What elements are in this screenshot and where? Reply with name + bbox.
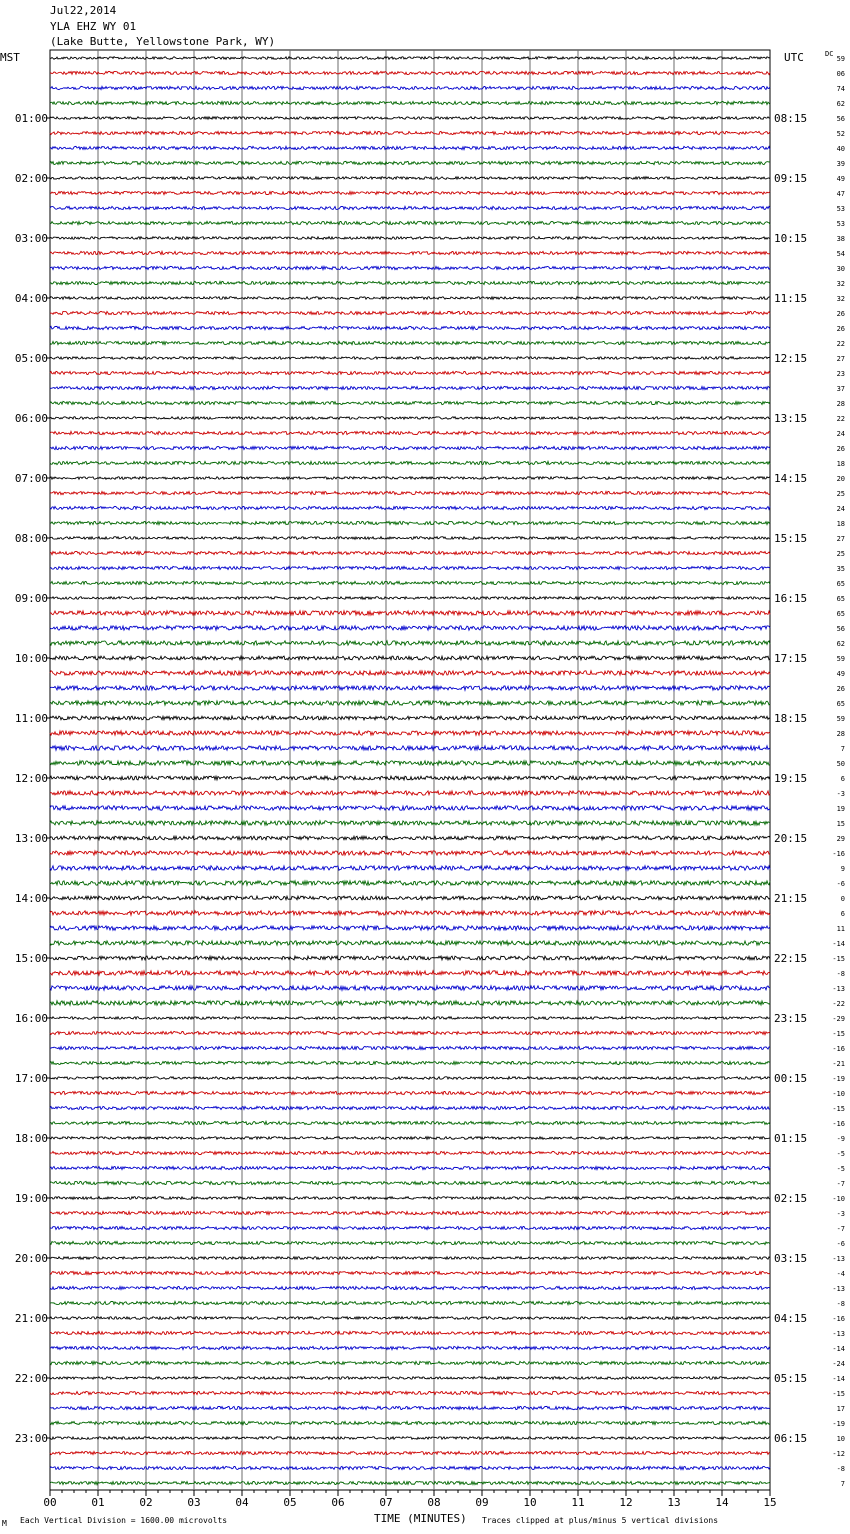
dc-offset-label: 22 <box>836 340 845 348</box>
seismic-trace <box>50 581 770 584</box>
left-hour-label: 17:00 <box>14 1072 48 1085</box>
dc-offset-label: -29 <box>832 1015 845 1023</box>
seismic-trace <box>50 371 770 374</box>
dc-offset-label: 28 <box>836 730 845 738</box>
seismic-trace <box>50 86 770 89</box>
dc-offset-label: 53 <box>836 220 845 228</box>
dc-offset-label: -16 <box>832 1120 845 1128</box>
dc-offset-label: 17 <box>836 1405 845 1413</box>
left-hour-label: 03:00 <box>14 232 48 245</box>
dc-offset-label: -15 <box>832 1030 845 1038</box>
seismic-trace <box>50 1317 770 1320</box>
seismic-trace <box>50 161 770 164</box>
dc-offset-label: 62 <box>836 100 845 108</box>
left-hour-label: 20:00 <box>14 1252 48 1265</box>
dc-offset-label: 47 <box>836 190 845 198</box>
dc-offset-label: -8 <box>836 1300 845 1308</box>
right-hour-label: 06:15 <box>774 1432 808 1445</box>
left-hour-label: 18:00 <box>14 1132 48 1145</box>
right-hour-label: 23:15 <box>774 1012 808 1025</box>
left-hour-label: 13:00 <box>14 832 48 845</box>
x-axis-title: TIME (MINUTES) <box>374 1512 467 1525</box>
station-code: YLA EHZ WY 01 <box>50 20 137 33</box>
dc-offset-label: -7 <box>836 1180 845 1188</box>
dc-offset-label: -3 <box>836 790 845 798</box>
dc-label: DC <box>825 50 834 58</box>
x-tick-label: 02 <box>139 1496 153 1509</box>
seismic-trace <box>50 896 770 900</box>
dc-offset-label: 19 <box>836 805 845 813</box>
dc-offset-label: 0 <box>840 895 845 903</box>
left-hour-label: 12:00 <box>14 772 48 785</box>
seismic-trace <box>50 1046 770 1049</box>
left-hour-label: 11:00 <box>14 712 48 725</box>
seismic-trace <box>50 671 770 675</box>
dc-offset-label: 49 <box>836 175 845 183</box>
seismic-trace <box>50 566 770 569</box>
dc-offset-label: 7 <box>840 745 845 753</box>
dc-offset-label: 10 <box>836 1435 845 1443</box>
dc-offset-label: 24 <box>836 430 845 438</box>
seismic-trace <box>50 117 770 120</box>
seismic-trace <box>50 851 770 855</box>
dc-offset-label: 59 <box>836 715 845 723</box>
seismic-trace <box>50 731 770 735</box>
dc-offset-label: -13 <box>832 985 845 993</box>
seismic-trace <box>50 477 770 480</box>
dc-offset-label: 15 <box>836 820 845 828</box>
seismic-trace <box>50 956 770 960</box>
seismic-trace <box>50 1197 770 1200</box>
seismic-trace <box>50 746 770 750</box>
seismic-trace <box>50 1137 770 1140</box>
seismic-trace <box>50 986 770 990</box>
seismic-trace <box>50 297 770 300</box>
seismic-trace <box>50 221 770 224</box>
dc-offset-label: 26 <box>836 685 845 693</box>
left-axis-label: MST <box>0 51 20 64</box>
seismic-trace <box>50 641 770 645</box>
left-hour-label: 08:00 <box>14 532 48 545</box>
dc-offset-label: 49 <box>836 670 845 678</box>
seismic-trace <box>50 866 770 870</box>
seismic-trace <box>50 1466 770 1469</box>
seismic-trace <box>50 1257 770 1260</box>
dc-offset-label: -21 <box>832 1060 845 1068</box>
seismic-trace <box>50 311 770 314</box>
seismic-trace <box>50 237 770 240</box>
right-hour-label: 13:15 <box>774 412 808 425</box>
dc-offset-label: 32 <box>836 280 845 288</box>
seismic-trace <box>50 206 770 209</box>
dc-offset-label: -6 <box>836 1240 845 1248</box>
dc-offset-label: -3 <box>836 1210 845 1218</box>
seismic-trace <box>50 101 770 104</box>
dc-offset-label: 18 <box>836 520 845 528</box>
left-hour-label: 06:00 <box>14 412 48 425</box>
dc-offset-label: -13 <box>832 1285 845 1293</box>
seismic-trace <box>50 1286 770 1289</box>
x-tick-label: 08 <box>427 1496 441 1509</box>
dc-offset-label: 54 <box>836 250 845 258</box>
dc-offset-label: -15 <box>832 1105 845 1113</box>
x-tick-label: 07 <box>379 1496 393 1509</box>
seismic-trace <box>50 1331 770 1334</box>
dc-offset-label: 40 <box>836 145 845 153</box>
dc-offset-label: -10 <box>832 1195 845 1203</box>
dc-offset-label: 9 <box>840 865 845 873</box>
right-hour-label: 20:15 <box>774 832 808 845</box>
left-hour-label: 01:00 <box>14 112 48 125</box>
right-hour-label: 10:15 <box>774 232 808 245</box>
x-tick-label: 00 <box>43 1496 57 1509</box>
clip-note: Traces clipped at plus/minus 5 vertical divisions <box>482 1516 719 1525</box>
dc-offset-label: 32 <box>836 295 845 303</box>
dc-offset-label: -8 <box>836 1465 845 1473</box>
seismic-trace <box>50 1091 770 1094</box>
seismic-trace <box>50 686 770 690</box>
right-hour-label: 02:15 <box>774 1192 808 1205</box>
seismic-trace <box>50 1451 770 1454</box>
left-hour-label: 14:00 <box>14 892 48 905</box>
seismic-trace <box>50 251 770 254</box>
dc-offset-label: 59 <box>836 55 845 63</box>
dc-offset-label: 26 <box>836 325 845 333</box>
seismic-trace <box>50 941 770 945</box>
seismic-trace <box>50 806 770 810</box>
dc-offset-label: -8 <box>836 970 845 978</box>
left-hour-label: 16:00 <box>14 1012 48 1025</box>
dc-offset-label: -14 <box>832 1375 845 1383</box>
right-hour-label: 19:15 <box>774 772 808 785</box>
left-hour-label: 07:00 <box>14 472 48 485</box>
dc-offset-label: -16 <box>832 1315 845 1323</box>
right-hour-label: 12:15 <box>774 352 808 365</box>
left-hour-label: 23:00 <box>14 1432 48 1445</box>
dc-offset-label: 35 <box>836 565 845 573</box>
seismic-trace <box>50 1121 770 1124</box>
seismic-trace <box>50 191 770 194</box>
seismic-trace <box>50 131 770 134</box>
seismic-trace <box>50 521 770 524</box>
seismic-trace <box>50 1481 770 1484</box>
dc-offset-label: -10 <box>832 1090 845 1098</box>
left-hour-label: 02:00 <box>14 172 48 185</box>
station-location: (Lake Butte, Yellowstone Park, WY) <box>50 35 276 48</box>
seismic-trace <box>50 971 770 975</box>
dc-offset-label: -22 <box>832 1000 845 1008</box>
dc-offset-label: 25 <box>836 550 845 558</box>
seismic-trace <box>50 341 770 344</box>
left-hour-label: 10:00 <box>14 652 48 665</box>
right-hour-label: 18:15 <box>774 712 808 725</box>
right-hour-label: 21:15 <box>774 892 808 905</box>
x-tick-label: 03 <box>187 1496 201 1509</box>
scale-note: Each Vertical Division = 1600.00 microvolts <box>20 1516 228 1525</box>
x-tick-label: 06 <box>331 1496 345 1509</box>
seismic-trace <box>50 701 770 705</box>
left-hour-label: 05:00 <box>14 352 48 365</box>
dc-offset-label: -19 <box>832 1075 845 1083</box>
seismic-trace <box>50 417 770 420</box>
seismic-trace <box>50 716 770 720</box>
seismic-trace <box>50 1271 770 1274</box>
seismic-trace <box>50 926 770 930</box>
dc-offset-label: -9 <box>836 1135 845 1143</box>
dc-offset-label: -14 <box>832 940 845 948</box>
dc-offset-label: 20 <box>836 475 845 483</box>
right-hour-label: 00:15 <box>774 1072 808 1085</box>
dc-offset-label: 11 <box>836 925 845 933</box>
seismic-trace <box>50 431 770 434</box>
seismic-trace <box>50 1181 770 1184</box>
seismic-trace <box>50 1391 770 1394</box>
left-hour-label: 09:00 <box>14 592 48 605</box>
dc-offset-label: 65 <box>836 700 845 708</box>
dc-offset-label: -6 <box>836 880 845 888</box>
right-hour-label: 05:15 <box>774 1372 808 1385</box>
seismic-trace <box>50 1437 770 1440</box>
right-hour-label: 17:15 <box>774 652 808 665</box>
dc-offset-label: 30 <box>836 265 845 273</box>
seismic-trace <box>50 1226 770 1229</box>
seismic-trace <box>50 266 770 269</box>
seismic-trace <box>50 821 770 825</box>
dc-offset-label: 26 <box>836 310 845 318</box>
dc-offset-label: -4 <box>836 1270 845 1278</box>
dc-offset-label: 7 <box>840 1480 845 1488</box>
x-tick-label: 11 <box>571 1496 585 1509</box>
dc-offset-label: 6 <box>840 910 845 918</box>
dc-offset-label: 65 <box>836 580 845 588</box>
seismic-trace <box>50 1077 770 1080</box>
dc-offset-label: -15 <box>832 1390 845 1398</box>
seismic-trace <box>50 461 770 464</box>
dc-offset-label: 25 <box>836 490 845 498</box>
seismic-trace <box>50 1166 770 1169</box>
dc-offset-label: 28 <box>836 400 845 408</box>
right-hour-label: 11:15 <box>774 292 808 305</box>
record-date: Jul22,2014 <box>50 4 117 17</box>
seismic-trace <box>50 506 770 509</box>
dc-offset-label: 22 <box>836 415 845 423</box>
left-hour-label: 21:00 <box>14 1312 48 1325</box>
seismic-trace <box>50 1031 770 1034</box>
right-hour-label: 04:15 <box>774 1312 808 1325</box>
dc-offset-label: 06 <box>836 70 845 78</box>
dc-offset-label: 56 <box>836 115 845 123</box>
dc-offset-label: -5 <box>836 1165 845 1173</box>
seismic-trace <box>50 611 770 615</box>
x-tick-label: 04 <box>235 1496 249 1509</box>
seismic-trace <box>50 401 770 404</box>
seismic-trace <box>50 1017 770 1020</box>
dc-offset-label: 74 <box>836 85 845 93</box>
dc-offset-label: 50 <box>836 760 845 768</box>
right-hour-label: 15:15 <box>774 532 808 545</box>
dc-offset-label: -5 <box>836 1150 845 1158</box>
x-tick-label: 14 <box>715 1496 729 1509</box>
seismic-trace <box>50 1377 770 1380</box>
seismic-trace <box>50 791 770 795</box>
seismic-trace <box>50 177 770 180</box>
seismic-trace <box>50 836 770 840</box>
dc-offset-label: 26 <box>836 445 845 453</box>
right-hour-label: 14:15 <box>774 472 808 485</box>
corner-mark: M <box>2 1519 7 1528</box>
dc-offset-label: 65 <box>836 610 845 618</box>
seismic-trace <box>50 1211 770 1214</box>
dc-offset-label: -15 <box>832 955 845 963</box>
right-hour-label: 01:15 <box>774 1132 808 1145</box>
seismic-trace <box>50 911 770 915</box>
dc-offset-label: -13 <box>832 1255 845 1263</box>
left-hour-label: 04:00 <box>14 292 48 305</box>
seismic-trace <box>50 357 770 360</box>
dc-offset-label: 59 <box>836 655 845 663</box>
seismic-trace <box>50 1406 770 1409</box>
x-tick-label: 10 <box>523 1496 537 1509</box>
dc-offset-label: 53 <box>836 205 845 213</box>
right-hour-label: 08:15 <box>774 112 808 125</box>
dc-offset-label: 38 <box>836 235 845 243</box>
seismic-trace <box>50 146 770 149</box>
dc-offset-label: -19 <box>832 1420 845 1428</box>
dc-offset-label: -13 <box>832 1330 845 1338</box>
seismic-trace <box>50 881 770 885</box>
seismic-trace <box>50 446 770 449</box>
seismic-trace <box>50 1061 770 1064</box>
x-tick-label: 15 <box>763 1496 777 1509</box>
dc-offset-label: 27 <box>836 535 845 543</box>
seismic-trace <box>50 281 770 284</box>
dc-offset-label: 56 <box>836 625 845 633</box>
seismic-trace <box>50 1301 770 1304</box>
dc-offset-label: 39 <box>836 160 845 168</box>
seismic-trace <box>50 1151 770 1154</box>
seismic-trace <box>50 656 770 660</box>
dc-offset-label: 37 <box>836 385 845 393</box>
right-hour-label: 03:15 <box>774 1252 808 1265</box>
seismic-trace <box>50 1421 770 1424</box>
seismic-trace <box>50 71 770 74</box>
left-hour-label: 19:00 <box>14 1192 48 1205</box>
seismic-trace <box>50 761 770 765</box>
dc-offset-label: 24 <box>836 505 845 513</box>
dc-offset-label: 27 <box>836 355 845 363</box>
left-hour-label: 15:00 <box>14 952 48 965</box>
x-tick-label: 13 <box>667 1496 681 1509</box>
dc-offset-label: -16 <box>832 1045 845 1053</box>
x-tick-label: 12 <box>619 1496 633 1509</box>
x-tick-label: 01 <box>91 1496 105 1509</box>
dc-offset-label: 18 <box>836 460 845 468</box>
right-hour-label: 22:15 <box>774 952 808 965</box>
dc-offset-label: -16 <box>832 850 845 858</box>
dc-offset-label: -14 <box>832 1345 845 1353</box>
seismic-trace <box>50 551 770 554</box>
dc-offset-label: -24 <box>832 1360 845 1368</box>
dc-offset-label: -12 <box>832 1450 845 1458</box>
seismic-trace <box>50 1001 770 1005</box>
seismic-trace <box>50 57 770 60</box>
right-hour-label: 16:15 <box>774 592 808 605</box>
right-hour-label: 09:15 <box>774 172 808 185</box>
seismic-trace <box>50 1106 770 1109</box>
dc-offset-label: -7 <box>836 1225 845 1233</box>
seismic-trace <box>50 776 770 780</box>
x-tick-label: 05 <box>283 1496 297 1509</box>
dc-offset-label: 52 <box>836 130 845 138</box>
seismic-trace <box>50 537 770 540</box>
left-hour-label: 22:00 <box>14 1372 48 1385</box>
dc-offset-label: 65 <box>836 595 845 603</box>
seismic-trace <box>50 386 770 389</box>
seismic-trace <box>50 1241 770 1244</box>
dc-offset-label: 6 <box>840 775 845 783</box>
right-axis-label: UTC <box>784 51 804 64</box>
dc-offset-label: 23 <box>836 370 845 378</box>
seismic-trace <box>50 326 770 329</box>
seismic-trace <box>50 597 770 600</box>
seismic-trace <box>50 626 770 630</box>
x-tick-label: 09 <box>475 1496 489 1509</box>
seismic-trace <box>50 1361 770 1364</box>
dc-offset-label: 29 <box>836 835 845 843</box>
dc-offset-label: 62 <box>836 640 845 648</box>
seismic-trace <box>50 1346 770 1349</box>
seismic-trace <box>50 491 770 494</box>
